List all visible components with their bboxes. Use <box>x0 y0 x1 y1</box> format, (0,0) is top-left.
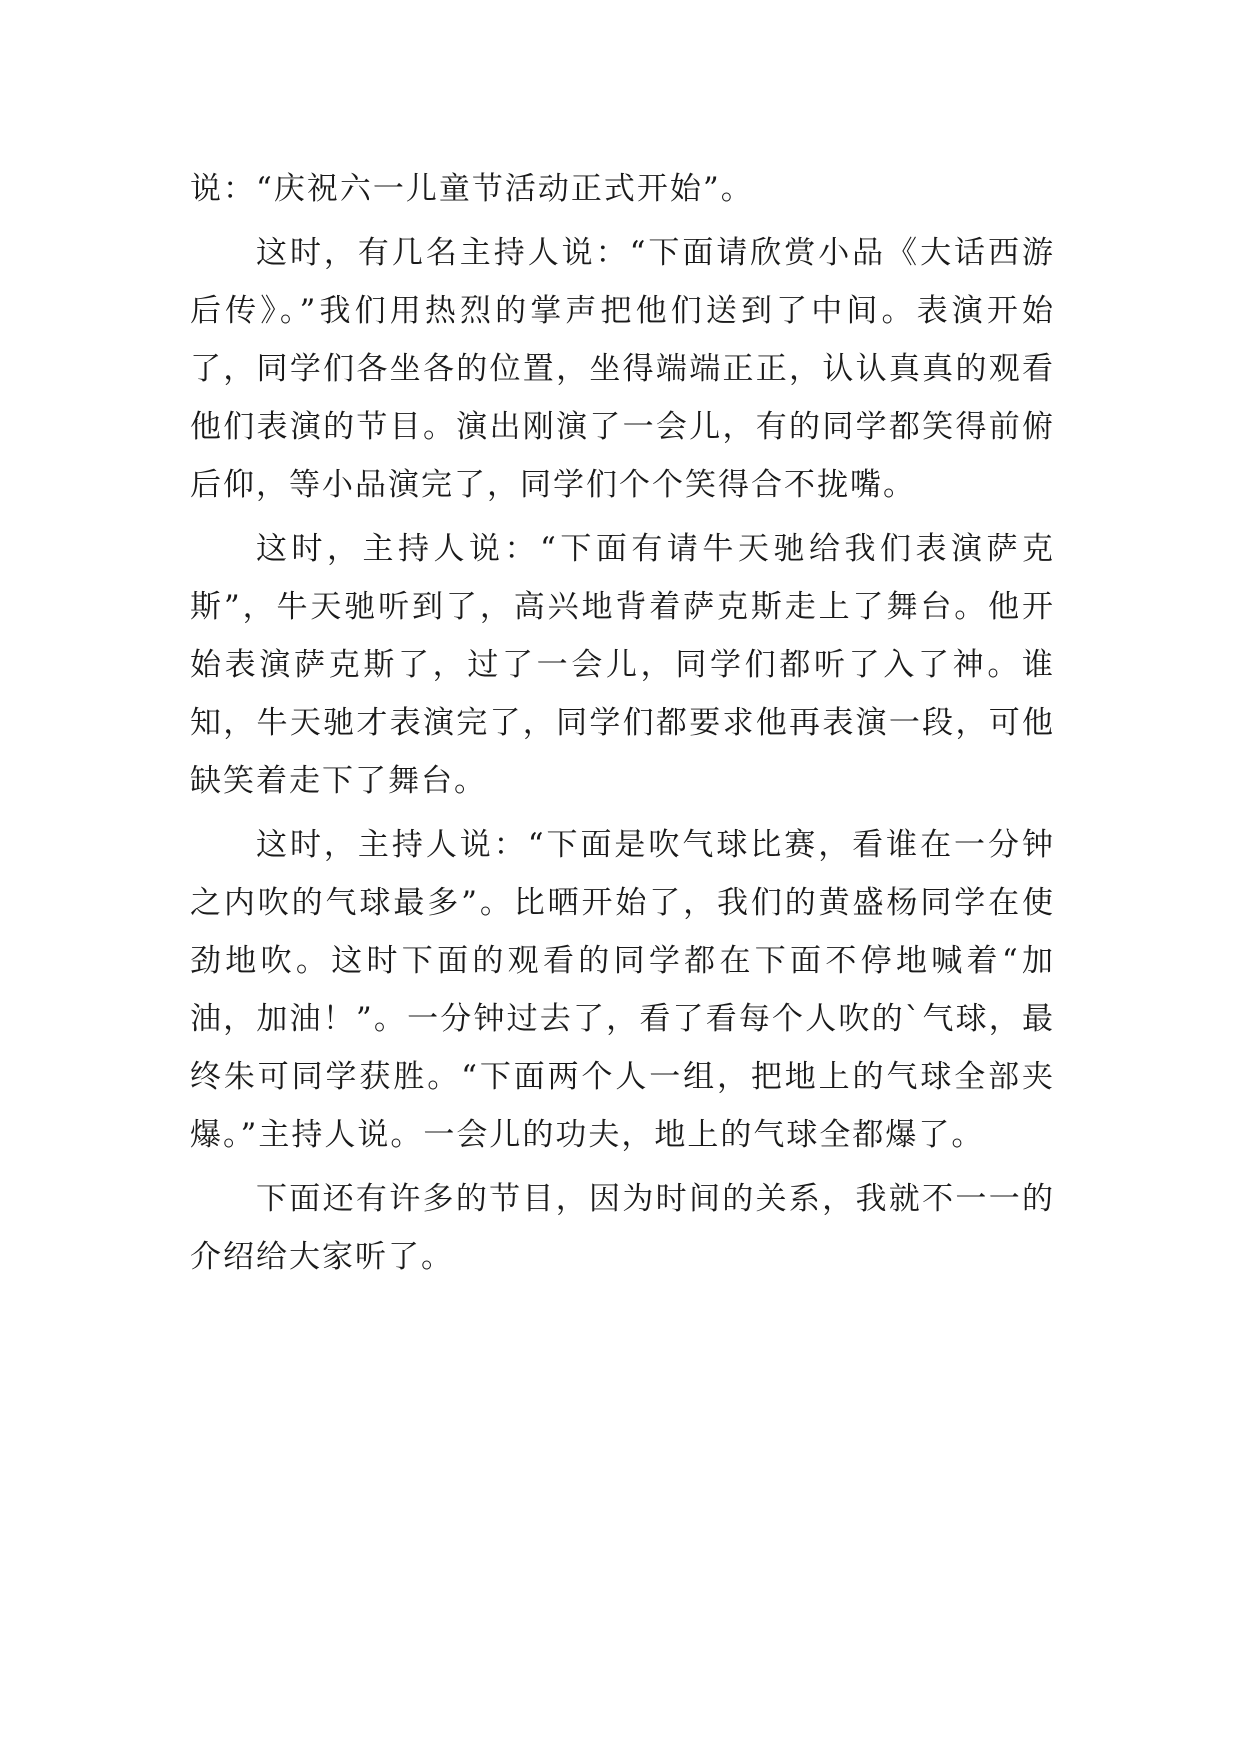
document-body <box>190 160 1055 1292</box>
paragraph-4: 这时，主持人说：“下面是吹气球比赛，看谁在一分钟之内吹的气球最多”。比晒开始了，我们的黄盛杨同学在使劲地吹。这时下面的观看的同学都在下面不停地喊着“加油，加油！”。一分钟过去了，看了看每个人吹的`气球，最终朱可同学获胜。“下面两个人一组，把地上的气球全部夹爆。”主持人说。一会儿的功夫，地上的气球全都爆了。 <box>190 827 1055 1153</box>
paragraph-3: 这时，主持人说：“下面有请牛天驰给我们表演萨克斯”，牛天驰听到了，高兴地背着萨克斯走上了舞台。他开始表演萨克斯了，过了一会儿，同学们都听了入了神。谁知，牛天驰才表演完了，同学们都要求他再表演一段，可他缺笑着走下了舞台。 <box>190 531 1055 799</box>
paragraph-5: 下面还有许多的节目，因为时间的关系，我就不一一的介绍给大家听了。 <box>190 1181 1055 1275</box>
paragraph-1: 说：“庆祝六一儿童节活动正式开始”。 <box>190 171 754 207</box>
paragraph-2: 这时，有几名主持人说：“下面请欣赏小品《大话西游后传》。”我们用热烈的掌声把他们送到了中间。表演开始了，同学们各坐各的位置，坐得端端正正，认认真真的观看他们表演的节目。演出刚演了一会儿，有的同学都笑得前俯后仰，等小品演完了，同学们个个笑得合不拢嘴。 <box>190 235 1055 503</box>
